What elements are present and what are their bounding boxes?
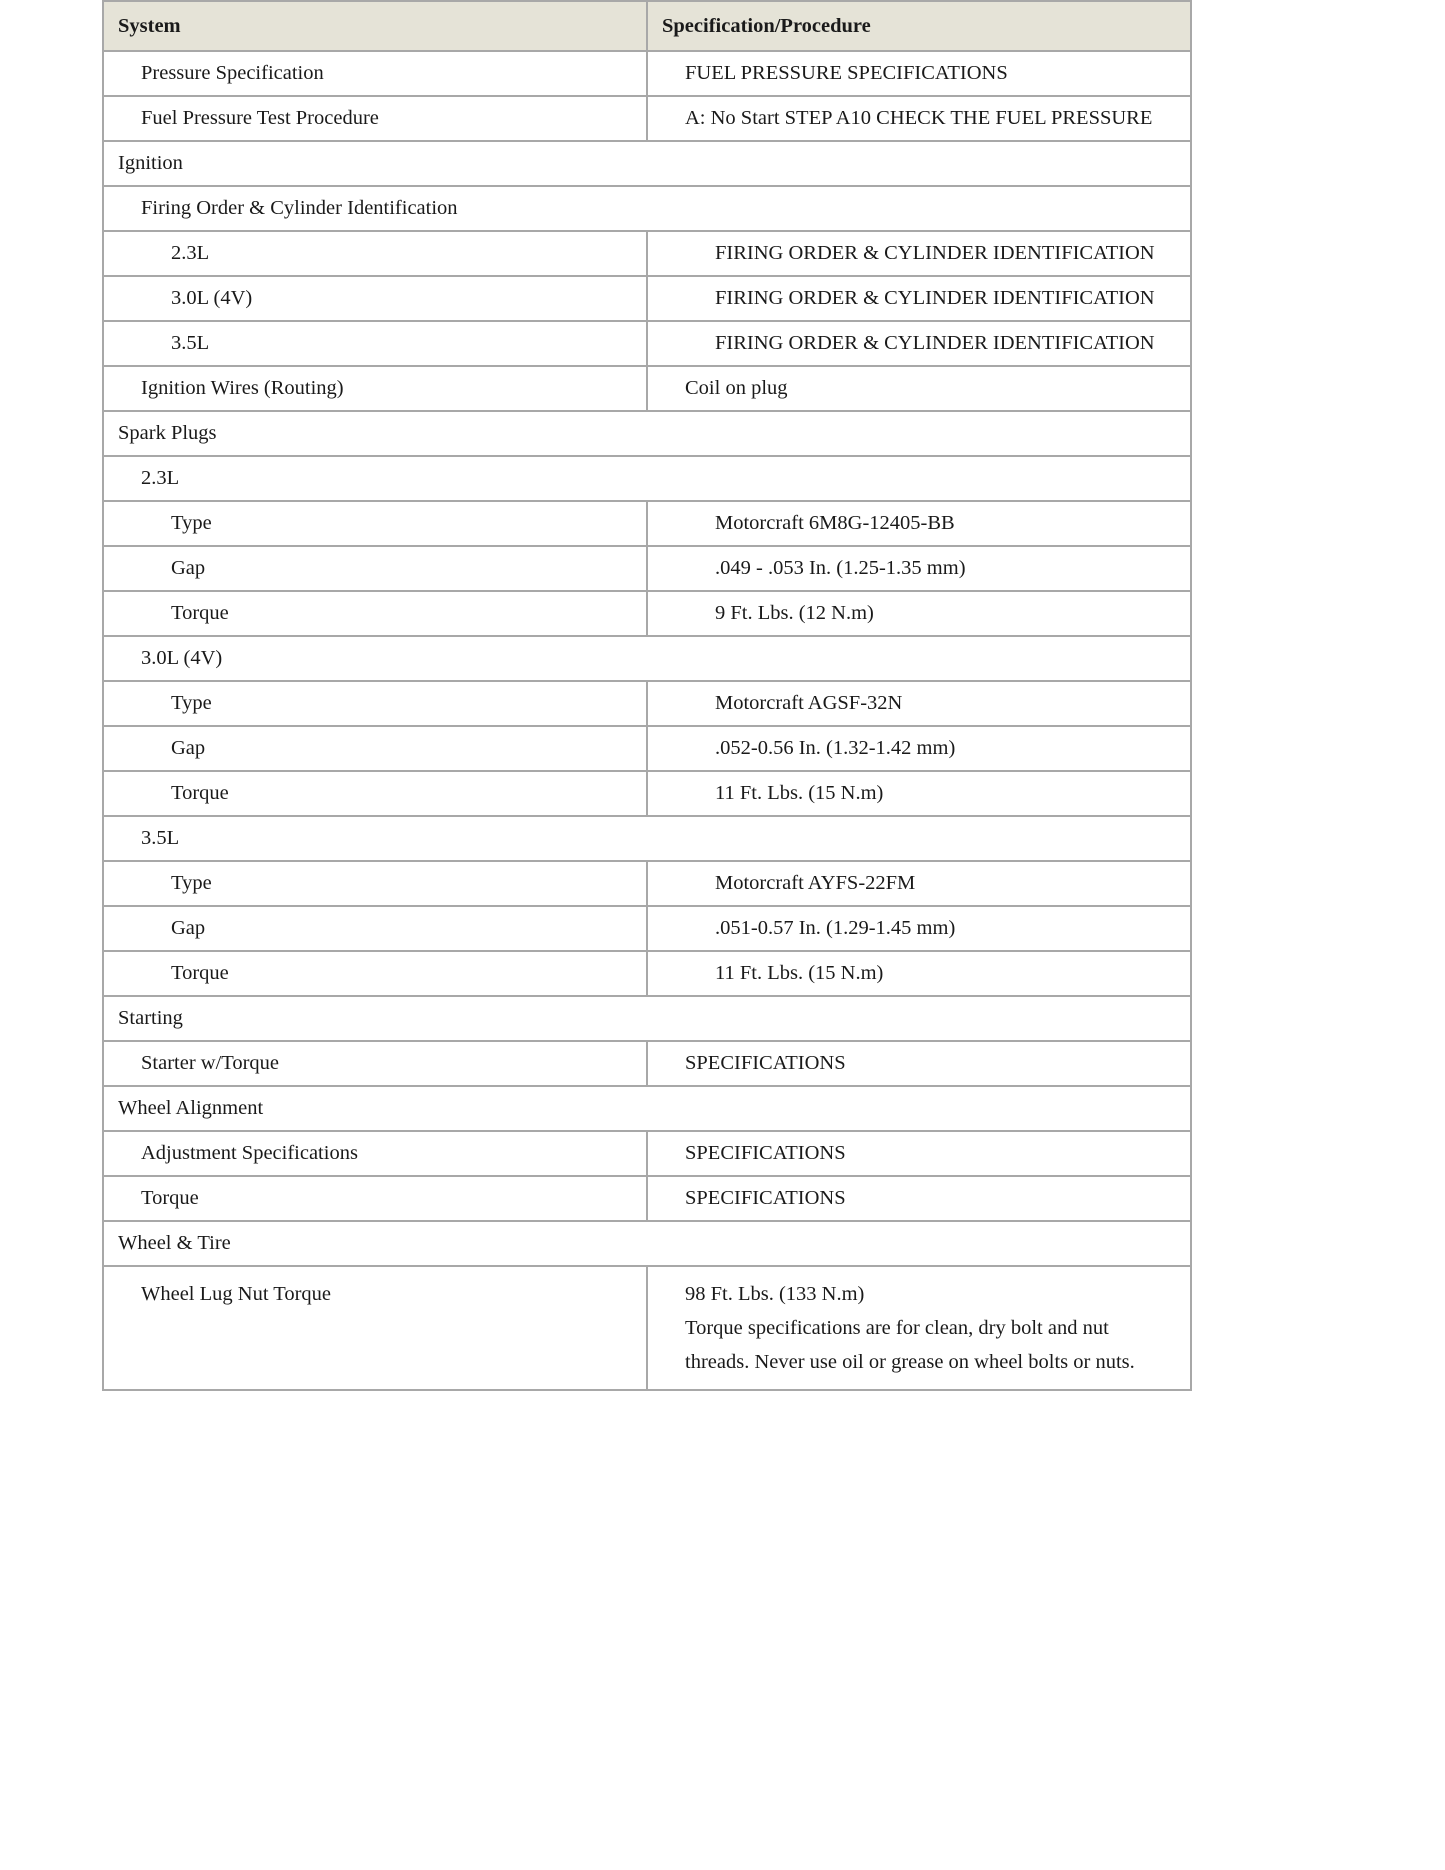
system-cell: Starter w/Torque xyxy=(103,1041,647,1086)
system-cell: Ignition Wires (Routing) xyxy=(103,366,647,411)
table-row xyxy=(103,591,1191,636)
table-header-row xyxy=(103,1,1191,51)
system-cell: Gap xyxy=(103,906,647,951)
system-cell: Torque xyxy=(103,771,647,816)
spec-cell: 11 Ft. Lbs. (15 N.m) xyxy=(647,771,1191,816)
section-label: Spark Plugs xyxy=(103,411,1191,456)
section-row xyxy=(103,411,1191,456)
table-row xyxy=(103,1041,1191,1086)
spec-cell: .052-0.56 In. (1.32-1.42 mm) xyxy=(647,726,1191,771)
table-row xyxy=(103,276,1191,321)
table-row xyxy=(103,51,1191,96)
header-system: System xyxy=(103,1,647,51)
system-cell: 3.0L (4V) xyxy=(103,276,647,321)
spec-text-line: Torque specifications are for clean, dry bolt and nut threads. Never use oil or grease on wheel bolts or nuts. xyxy=(685,1317,1135,1373)
system-cell: Type xyxy=(103,861,647,906)
section-row xyxy=(103,636,1191,681)
spec-cell: FUEL PRESSURE SPECIFICATIONS xyxy=(647,51,1191,96)
section-label: Wheel Alignment xyxy=(103,1086,1191,1131)
section-label: Starting xyxy=(103,996,1191,1041)
spec-text-line: 98 Ft. Lbs. (133 N.m) xyxy=(685,1283,865,1305)
table-row xyxy=(103,951,1191,996)
table-row xyxy=(103,501,1191,546)
spec-cell: Motorcraft AYFS-22FM xyxy=(647,861,1191,906)
system-cell: Adjustment Specifications xyxy=(103,1131,647,1176)
spec-cell: FIRING ORDER & CYLINDER IDENTIFICATION xyxy=(647,321,1191,366)
section-row xyxy=(103,456,1191,501)
system-cell: Type xyxy=(103,681,647,726)
section-row xyxy=(103,186,1191,231)
spec-cell: SPECIFICATIONS xyxy=(647,1176,1191,1221)
system-cell: Torque xyxy=(103,951,647,996)
section-row xyxy=(103,996,1191,1041)
spec-cell: Motorcraft AGSF-32N xyxy=(647,681,1191,726)
section-row xyxy=(103,141,1191,186)
section-label: Ignition xyxy=(103,141,1191,186)
table-row xyxy=(103,726,1191,771)
spec-cell: A: No Start STEP A10 CHECK THE FUEL PRESSURE xyxy=(647,96,1191,141)
system-cell: Torque xyxy=(103,591,647,636)
table-row xyxy=(103,906,1191,951)
section-label: 3.0L (4V) xyxy=(103,636,1191,681)
system-cell: 2.3L xyxy=(103,231,647,276)
spec-cell xyxy=(647,1266,1191,1390)
spec-cell: .049 - .053 In. (1.25-1.35 mm) xyxy=(647,546,1191,591)
spec-cell: FIRING ORDER & CYLINDER IDENTIFICATION xyxy=(647,276,1191,321)
table-row xyxy=(103,231,1191,276)
table-row xyxy=(103,546,1191,591)
table-row xyxy=(103,321,1191,366)
section-row xyxy=(103,1221,1191,1266)
spec-cell: 9 Ft. Lbs. (12 N.m) xyxy=(647,591,1191,636)
header-specification: Specification/Procedure xyxy=(647,1,1191,51)
table-row xyxy=(103,771,1191,816)
table-row xyxy=(103,96,1191,141)
system-cell: Torque xyxy=(103,1176,647,1221)
section-row xyxy=(103,1086,1191,1131)
table-row xyxy=(103,681,1191,726)
spec-cell: SPECIFICATIONS xyxy=(647,1131,1191,1176)
section-label: 3.5L xyxy=(103,816,1191,861)
section-label: Wheel & Tire xyxy=(103,1221,1191,1266)
table-row xyxy=(103,366,1191,411)
spec-cell: SPECIFICATIONS xyxy=(647,1041,1191,1086)
table-row xyxy=(103,1131,1191,1176)
system-cell: Fuel Pressure Test Procedure xyxy=(103,96,647,141)
spec-cell: FIRING ORDER & CYLINDER IDENTIFICATION xyxy=(647,231,1191,276)
section-label: Firing Order & Cylinder Identification xyxy=(103,186,1191,231)
table-row xyxy=(103,1176,1191,1221)
system-cell: 3.5L xyxy=(103,321,647,366)
system-cell: Gap xyxy=(103,546,647,591)
table-row xyxy=(103,861,1191,906)
table-row xyxy=(103,1266,1191,1390)
spec-cell: .051-0.57 In. (1.29-1.45 mm) xyxy=(647,906,1191,951)
system-cell: Wheel Lug Nut Torque xyxy=(103,1266,647,1390)
system-cell: Type xyxy=(103,501,647,546)
spec-cell: 11 Ft. Lbs. (15 N.m) xyxy=(647,951,1191,996)
system-cell: Pressure Specification xyxy=(103,51,647,96)
spec-cell: Motorcraft 6M8G-12405-BB xyxy=(647,501,1191,546)
spec-cell: Coil on plug xyxy=(647,366,1191,411)
spec-table xyxy=(102,0,1192,1391)
system-cell: Gap xyxy=(103,726,647,771)
section-label: 2.3L xyxy=(103,456,1191,501)
section-row xyxy=(103,816,1191,861)
